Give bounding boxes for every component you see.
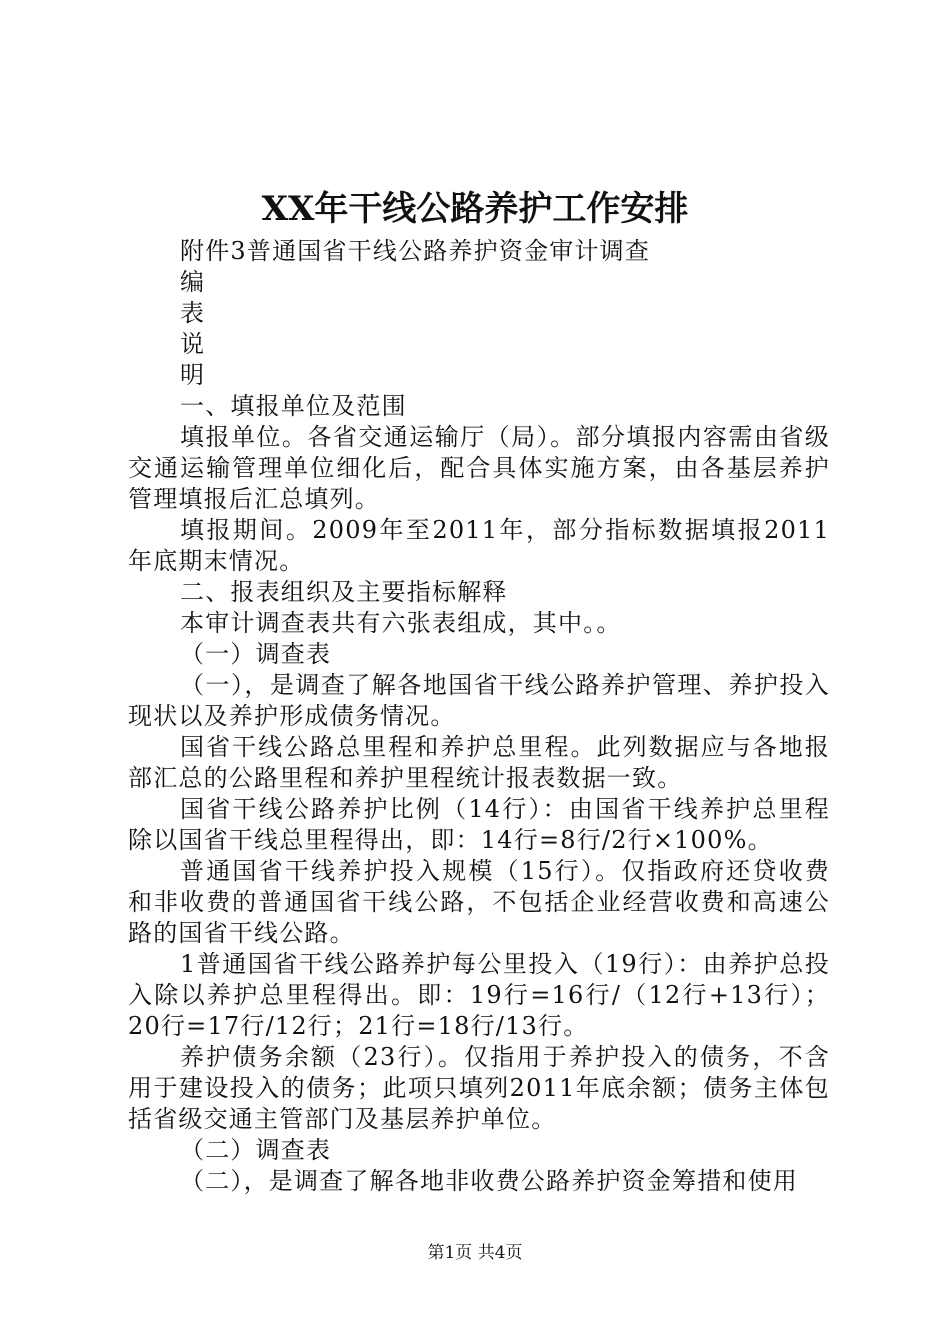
paragraph: （二），是调查了解各地非收费公路养护资金筹措和使用: [180, 1167, 798, 1195]
vertical-char-4: 明: [180, 361, 206, 389]
page-footer: 第1页 共4页: [427, 1243, 523, 1263]
vertical-char-3: 说: [180, 330, 206, 358]
paragraph: 国省干线公路总里程和养护总里程。此列数据应与各地报部汇总的公路里程和养护里程统计报表数据一致。: [128, 733, 830, 792]
section-heading-2: 二、报表组织及主要指标解释: [180, 578, 508, 606]
section-heading-1: 一、填报单位及范围: [180, 392, 407, 420]
vertical-char-1: 编: [180, 268, 206, 296]
attachment-heading: 附件3普通国省干线公路养护资金审计调查: [180, 237, 651, 265]
paragraph: 1普通国省干线公路养护每公里投入（19行）：由养护总投入除以养护总里程得出。即：19行=16行/（12行+13行）；20行=17行/12行；21行=18行/13行。: [128, 950, 830, 1040]
paragraph: 本审计调查表共有六张表组成，其中。。: [180, 609, 622, 637]
document-body: [128, 236, 830, 1197]
paragraph: 养护债务余额（23行）。仅指用于养护投入的债务，不含用于建设投入的债务；此项只填列2011年底余额；债务主体包括省级交通主管部门及基层养护单位。: [128, 1043, 830, 1133]
document-title: XX年干线公路养护工作安排: [261, 189, 689, 229]
subsection-heading-1: （一）调查表: [180, 640, 332, 668]
paragraph: 普通国省干线养护投入规模（15行）。仅指政府还贷收费和非收费的普通国省干线公路，不包括企业经营收费和高速公路的国省干线公路。: [128, 857, 830, 947]
subsection-heading-2: （二）调查表: [180, 1136, 332, 1164]
paragraph: 填报期间。2009年至2011年，部分指标数据填报2011年底期末情况。: [128, 516, 830, 575]
paragraph: 国省干线公路养护比例（14行）：由国省干线养护总里程除以国省干线总里程得出，即：14行=8行/2行×100%。: [128, 795, 830, 854]
vertical-char-2: 表: [180, 299, 206, 327]
paragraph: （一），是调查了解各地国省干线公路养护管理、养护投入现状以及养护形成债务情况。: [128, 671, 830, 730]
paragraph: 填报单位。各省交通运输厅（局）。部分填报内容需由省级交通运输管理单位细化后，配合具体实施方案，由各基层养护管理填报后汇总填列。: [128, 423, 830, 513]
